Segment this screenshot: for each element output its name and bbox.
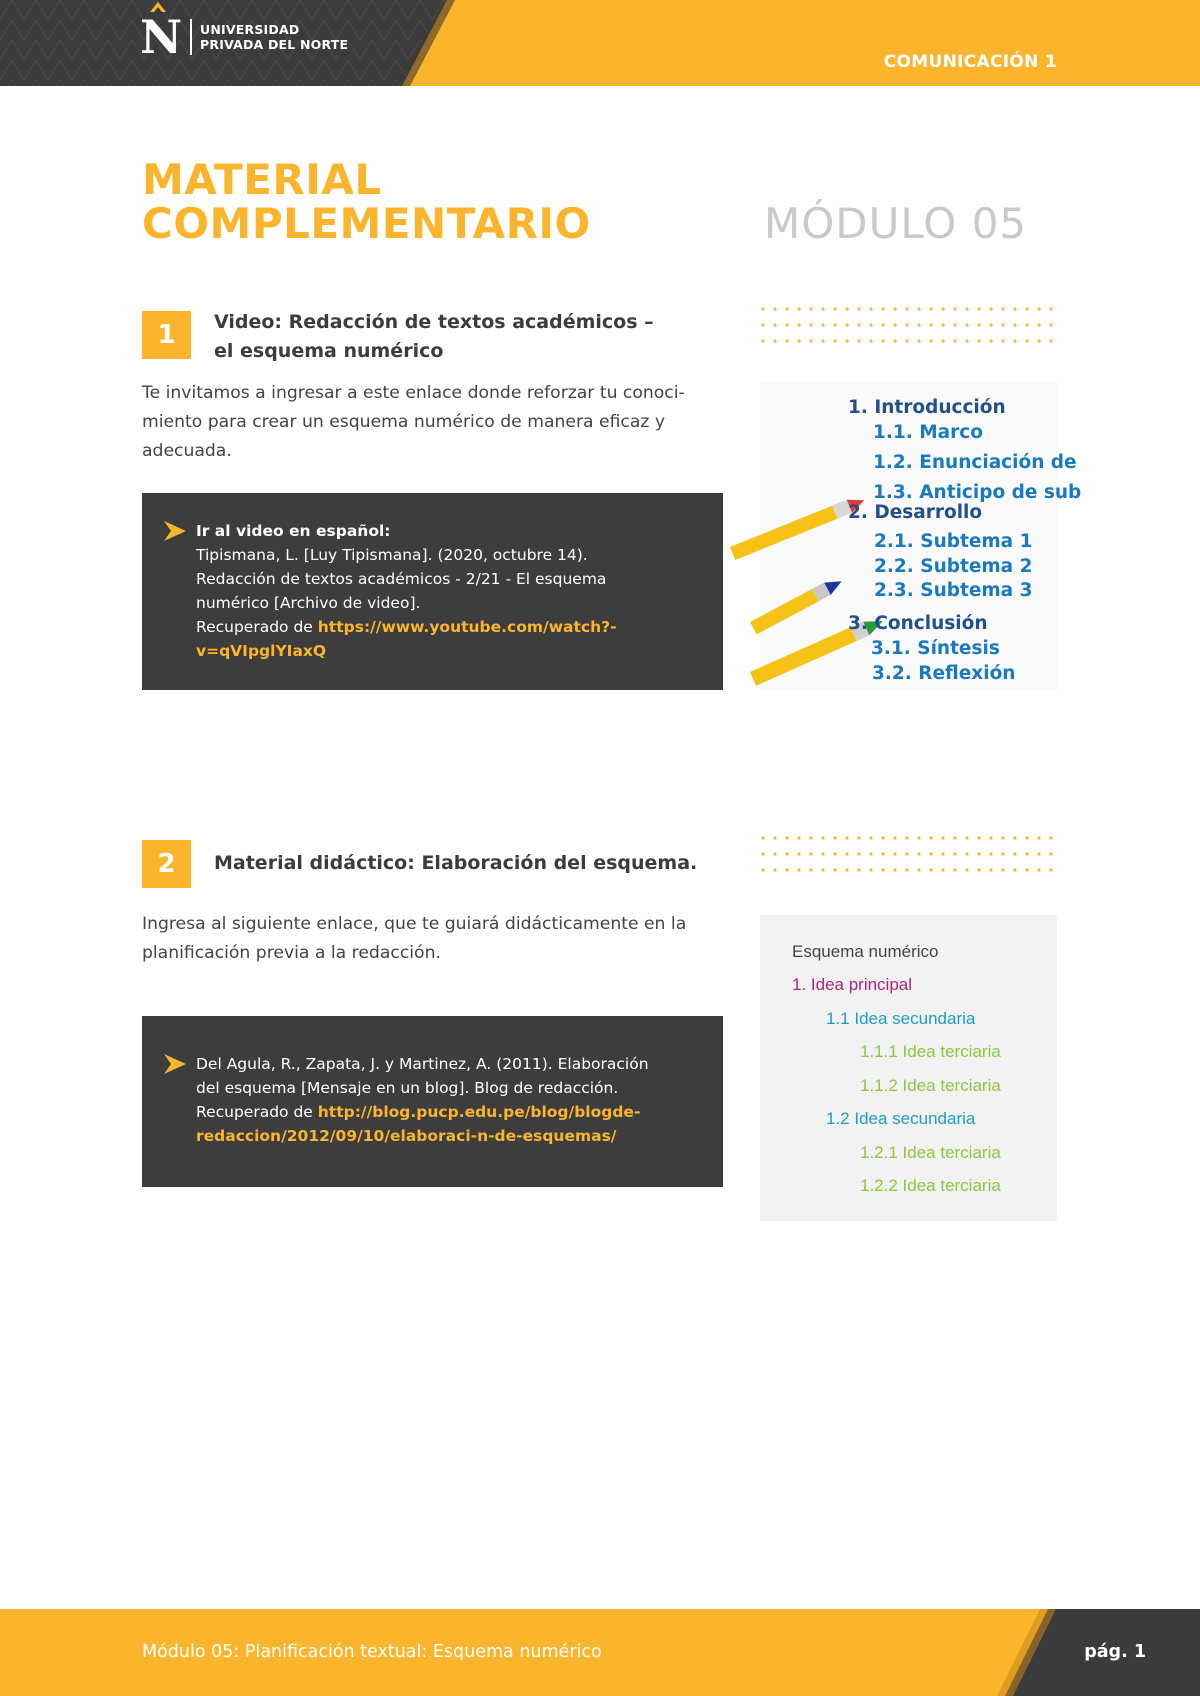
decor-dot bbox=[929, 868, 932, 871]
decor-dot bbox=[857, 323, 860, 326]
course-name: COMUNICACIÓN 1 bbox=[883, 52, 1057, 72]
decor-dot bbox=[785, 852, 788, 855]
decor-dot bbox=[1025, 339, 1028, 342]
section-2-paragraph bbox=[142, 910, 722, 968]
decor-dot bbox=[953, 307, 956, 310]
decor-dot bbox=[965, 323, 968, 326]
decor-dot bbox=[797, 323, 800, 326]
decor-dot bbox=[1013, 852, 1016, 855]
decor-dot bbox=[1013, 307, 1016, 310]
decor-dot bbox=[989, 339, 992, 342]
image-toc-item: 3. Conclusión bbox=[848, 613, 988, 634]
decor-dot bbox=[893, 307, 896, 310]
decor-dot bbox=[965, 307, 968, 310]
decor-dot bbox=[989, 307, 992, 310]
decor-dot bbox=[941, 339, 944, 342]
decor-dot bbox=[857, 307, 860, 310]
decor-dot bbox=[893, 339, 896, 342]
image-toc-item: 1. Introducción bbox=[848, 397, 1006, 418]
decor-dot bbox=[1025, 836, 1028, 839]
decor-dot bbox=[941, 307, 944, 310]
image-toc-item: 3.1. Síntesis bbox=[871, 638, 1000, 659]
decor-dot bbox=[893, 852, 896, 855]
decor-dot bbox=[917, 868, 920, 871]
decor-dot bbox=[833, 852, 836, 855]
decor-dot bbox=[845, 307, 848, 310]
decor-dot bbox=[941, 868, 944, 871]
decor-dot bbox=[809, 339, 812, 342]
decor-dot bbox=[881, 868, 884, 871]
decor-dot bbox=[881, 852, 884, 855]
decor-dot bbox=[785, 307, 788, 310]
reference-line-2: Redacción de textos académicos - 2/21 - El esquema bbox=[196, 570, 607, 588]
decor-dot bbox=[845, 836, 848, 839]
decor-dot bbox=[773, 307, 776, 310]
decor-dot bbox=[1001, 852, 1004, 855]
decor-dot bbox=[1025, 868, 1028, 871]
reference-prefix: Recuperado de bbox=[196, 618, 318, 636]
decor-dot bbox=[989, 836, 992, 839]
decor-dot bbox=[785, 339, 788, 342]
module-label: MÓDULO 05 bbox=[764, 199, 1028, 248]
decor-dot bbox=[989, 868, 992, 871]
image-toc-item: 2.2. Subtema 2 bbox=[874, 556, 1033, 577]
decor-dot bbox=[785, 836, 788, 839]
reference-line-3: numérico [Archivo de video]. bbox=[196, 594, 421, 612]
decor-dot bbox=[1049, 307, 1052, 310]
blog-link-continued[interactable]: redaccion/2012/09/10/elaboraci-n-de-esquemas/ bbox=[196, 1127, 617, 1145]
image-toc-item: 1.3. Anticipo de sub bbox=[873, 482, 1082, 503]
decor-dot bbox=[905, 323, 908, 326]
footer-module-label: Módulo 05: bbox=[142, 1642, 240, 1662]
reference-line-2: del esquema [Mensaje en un blog]. Blog de redacción. bbox=[196, 1079, 619, 1097]
decor-dot bbox=[761, 307, 764, 310]
reference-line-1: Del Agula, R., Zapata, J. y Martinez, A. (2011). Elaboración bbox=[196, 1055, 649, 1073]
decor-dot bbox=[857, 852, 860, 855]
decor-dot bbox=[1013, 339, 1016, 342]
page-header bbox=[0, 0, 1200, 86]
decor-dot bbox=[833, 339, 836, 342]
decor-dot bbox=[1001, 868, 1004, 871]
decor-dot bbox=[1013, 323, 1016, 326]
reference-prefix: Recuperado de bbox=[196, 1103, 318, 1121]
decor-dot bbox=[917, 307, 920, 310]
decor-dot bbox=[893, 868, 896, 871]
decor-dot bbox=[965, 852, 968, 855]
decor-dot bbox=[1049, 868, 1052, 871]
scheme-item: 1.1 Idea secundaria bbox=[826, 1009, 976, 1028]
decor-dot bbox=[761, 852, 764, 855]
decor-dot bbox=[821, 323, 824, 326]
decor-dot bbox=[1037, 339, 1040, 342]
decor-dot bbox=[953, 868, 956, 871]
decor-dot bbox=[773, 868, 776, 871]
decor-dot bbox=[893, 323, 896, 326]
decor-dot bbox=[809, 323, 812, 326]
image-toc-item: 2.3. Subtema 3 bbox=[874, 580, 1033, 601]
decor-dot bbox=[917, 339, 920, 342]
decor-dot bbox=[1037, 852, 1040, 855]
scheme-item: 1. Idea principal bbox=[792, 975, 913, 994]
decor-dot bbox=[917, 323, 920, 326]
decor-dot bbox=[953, 339, 956, 342]
reference-line-1: Tipismana, L. [Luy Tipismana]. (2020, octubre 14). bbox=[196, 546, 588, 564]
decor-dot bbox=[845, 852, 848, 855]
reference-heading: Ir al video en español: bbox=[196, 522, 391, 540]
decor-dot bbox=[881, 307, 884, 310]
logo-divider bbox=[190, 19, 192, 55]
decor-dot bbox=[1037, 307, 1040, 310]
page-title bbox=[142, 155, 591, 248]
logo-text bbox=[200, 22, 348, 52]
decor-dot bbox=[1025, 307, 1028, 310]
decor-dot bbox=[869, 852, 872, 855]
scheme-title: Esquema numérico bbox=[792, 942, 939, 961]
decor-dot bbox=[821, 836, 824, 839]
decor-dot bbox=[773, 339, 776, 342]
decor-dot bbox=[785, 868, 788, 871]
decor-dot bbox=[809, 307, 812, 310]
decor-dot bbox=[797, 868, 800, 871]
decor-dot bbox=[1001, 836, 1004, 839]
decor-dot bbox=[1013, 836, 1016, 839]
decor-dot bbox=[809, 852, 812, 855]
section-2-number: 2 bbox=[142, 840, 191, 888]
university-logo bbox=[140, 10, 349, 64]
decor-dot bbox=[845, 323, 848, 326]
decor-dot bbox=[833, 868, 836, 871]
decor-dot bbox=[905, 868, 908, 871]
decor-dot bbox=[929, 323, 932, 326]
decor-dot bbox=[833, 323, 836, 326]
decor-dot bbox=[917, 852, 920, 855]
decor-dot bbox=[797, 852, 800, 855]
decor-dot bbox=[821, 852, 824, 855]
decor-dot bbox=[869, 307, 872, 310]
decor-dot bbox=[857, 836, 860, 839]
title-line-1: MATERIAL bbox=[142, 155, 382, 204]
logo-line-2: PRIVADA DEL NORTE bbox=[200, 37, 349, 52]
decor-dot bbox=[761, 323, 764, 326]
decor-dot bbox=[833, 836, 836, 839]
decor-dot bbox=[1013, 868, 1016, 871]
decor-dot bbox=[809, 836, 812, 839]
logo-accent-icon bbox=[150, 2, 166, 12]
footer-module bbox=[142, 1642, 602, 1662]
decor-dot bbox=[809, 868, 812, 871]
decor-dot bbox=[869, 868, 872, 871]
decor-dot bbox=[977, 339, 980, 342]
decor-dot bbox=[977, 868, 980, 871]
decor-dot bbox=[953, 852, 956, 855]
decor-dot bbox=[761, 339, 764, 342]
section-1-title-line-1: Video: Redacción de textos académicos – bbox=[214, 311, 654, 333]
section-1-paragraph-line-1: Te invitamos a ingresar a este enlace donde reforzar tu conoci- bbox=[142, 383, 685, 403]
decor-dot bbox=[941, 852, 944, 855]
decor-dot bbox=[965, 868, 968, 871]
section-1-title-line-2: el esquema numérico bbox=[214, 340, 444, 362]
decor-dot bbox=[1025, 852, 1028, 855]
decor-dot bbox=[1001, 307, 1004, 310]
reference-line-3 bbox=[196, 1100, 649, 1124]
decor-dot bbox=[881, 836, 884, 839]
arrow-bullet-icon bbox=[164, 1054, 186, 1074]
decor-dot bbox=[821, 339, 824, 342]
decor-dot bbox=[869, 836, 872, 839]
image-toc-item: 1.2. Enunciación de bbox=[873, 452, 1077, 473]
decor-dot bbox=[989, 852, 992, 855]
decor-dot bbox=[905, 852, 908, 855]
decor-dot bbox=[797, 836, 800, 839]
section-1-reference-box bbox=[142, 493, 723, 690]
decor-dot bbox=[1001, 339, 1004, 342]
decor-dot bbox=[857, 339, 860, 342]
decor-dot bbox=[905, 836, 908, 839]
decor-dot bbox=[773, 852, 776, 855]
decor-dot bbox=[761, 836, 764, 839]
section-1-paragraph-line-2: miento para crear un esquema numérico de manera eficaz y bbox=[142, 412, 666, 432]
decor-dot bbox=[965, 836, 968, 839]
decor-dot bbox=[965, 339, 968, 342]
page-number: pág. 1 bbox=[1084, 1642, 1146, 1662]
decor-dot bbox=[881, 323, 884, 326]
section-1-title bbox=[214, 308, 654, 366]
dot-pattern-2 bbox=[760, 835, 1056, 883]
image-toc-item: 1.1. Marco bbox=[873, 422, 983, 443]
decor-dot bbox=[905, 307, 908, 310]
decor-dot bbox=[1001, 323, 1004, 326]
decor-dot bbox=[953, 836, 956, 839]
logo-line-1: UNIVERSIDAD bbox=[200, 22, 300, 37]
decor-dot bbox=[941, 836, 944, 839]
decor-dot bbox=[785, 323, 788, 326]
scheme-item: 1.2.1 Idea terciaria bbox=[860, 1143, 1001, 1162]
decor-dot bbox=[797, 307, 800, 310]
decor-dot bbox=[929, 836, 932, 839]
scheme-item: 1.2.2 Idea terciaria bbox=[860, 1176, 1001, 1195]
section-1-reference bbox=[196, 519, 617, 663]
decor-dot bbox=[869, 323, 872, 326]
scheme-panel bbox=[760, 915, 1057, 1221]
decor-dot bbox=[941, 323, 944, 326]
decor-dot bbox=[917, 836, 920, 839]
decor-dot bbox=[881, 339, 884, 342]
decor-dot bbox=[905, 339, 908, 342]
decor-dot bbox=[773, 323, 776, 326]
decor-dot bbox=[977, 323, 980, 326]
decor-dot bbox=[761, 868, 764, 871]
section-2-title: Material didáctico: Elaboración del esquema. bbox=[214, 852, 698, 874]
decor-dot bbox=[1037, 868, 1040, 871]
scheme-item: 1.1.2 Idea terciaria bbox=[860, 1076, 1001, 1095]
arrow-bullet-icon bbox=[164, 521, 186, 541]
image-toc-item: 2.1. Subtema 1 bbox=[874, 531, 1033, 552]
decor-dot bbox=[977, 836, 980, 839]
decor-dot bbox=[1025, 323, 1028, 326]
decor-dot bbox=[1049, 339, 1052, 342]
section-2-paragraph-line-1: Ingresa al siguiente enlace, que te guiará didácticamente en la bbox=[142, 914, 687, 934]
esquema-image bbox=[760, 382, 1082, 690]
dot-pattern-1 bbox=[760, 306, 1056, 354]
footer-module-topic: Planificación textual: Esquema numérico bbox=[239, 1642, 602, 1662]
decor-dot bbox=[953, 323, 956, 326]
section-1-number: 1 bbox=[142, 311, 191, 359]
decor-dot bbox=[773, 836, 776, 839]
scheme-item: 1.2 Idea secundaria bbox=[826, 1109, 976, 1128]
reference-line-4 bbox=[196, 615, 617, 639]
decor-dot bbox=[893, 836, 896, 839]
section-2-reference bbox=[196, 1052, 649, 1148]
decor-dot bbox=[977, 307, 980, 310]
scheme-item: 1.1.1 Idea terciaria bbox=[860, 1042, 1001, 1061]
decor-dot bbox=[1049, 323, 1052, 326]
decor-dot bbox=[1037, 323, 1040, 326]
decor-dot bbox=[1037, 836, 1040, 839]
decor-dot bbox=[1049, 836, 1052, 839]
decor-dot bbox=[845, 339, 848, 342]
decor-dot bbox=[845, 868, 848, 871]
decor-dot bbox=[977, 852, 980, 855]
decor-dot bbox=[929, 307, 932, 310]
logo-letter: N bbox=[140, 14, 182, 60]
decor-dot bbox=[821, 868, 824, 871]
decor-dot bbox=[869, 339, 872, 342]
blog-link[interactable]: http://blog.pucp.edu.pe/blog/blogde- bbox=[317, 1103, 641, 1121]
decor-dot bbox=[821, 307, 824, 310]
decor-dot bbox=[929, 852, 932, 855]
section-2-paragraph-line-2: planificación previa a la redacción. bbox=[142, 943, 441, 963]
decor-dot bbox=[857, 868, 860, 871]
decor-dot bbox=[797, 339, 800, 342]
image-toc-item: 2. Desarrollo bbox=[848, 502, 983, 523]
section-1-paragraph-line-3: adecuada. bbox=[142, 441, 232, 461]
youtube-link-continued[interactable]: v=qVIpglYIaxQ bbox=[196, 642, 327, 660]
decor-dot bbox=[833, 307, 836, 310]
title-line-2: COMPLEMENTARIO bbox=[142, 199, 591, 248]
section-2-reference-box bbox=[142, 1016, 723, 1187]
youtube-link[interactable]: https://www.youtube.com/watch?- bbox=[317, 618, 617, 636]
section-1-paragraph bbox=[142, 379, 722, 466]
decor-dot bbox=[1049, 852, 1052, 855]
decor-dot bbox=[929, 339, 932, 342]
decor-dot bbox=[989, 323, 992, 326]
image-toc-item: 3.2. Reflexión bbox=[872, 663, 1016, 684]
